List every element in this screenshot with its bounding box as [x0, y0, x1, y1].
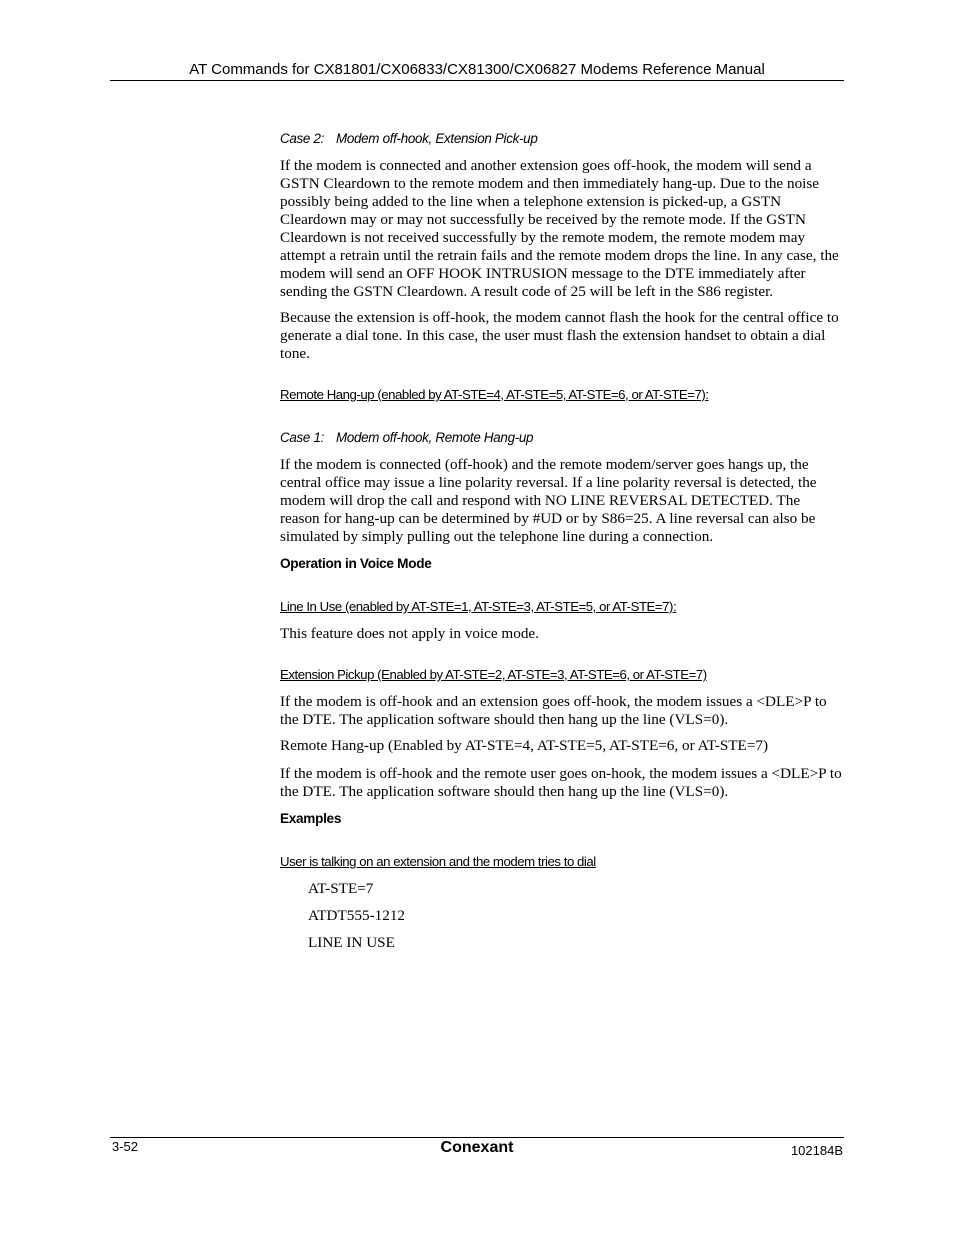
case-2-title: Modem off-hook, Extension Pick-up: [336, 131, 538, 146]
running-header-title: AT Commands for CX81801/CX06833/CX81300/CX06827 Modems Reference Manual: [189, 61, 765, 78]
example-command-line: ATDT555-1212: [308, 907, 406, 924]
examples-heading: Examples: [280, 811, 342, 826]
case-2-label: Case 2:: [280, 131, 325, 146]
extension-pickup-heading: Extension Pickup (Enabled by AT-STE=2, AT-STE=3, AT-STE=6, or AT-STE=7): [280, 667, 707, 682]
paragraph-extension-dle: If the modem is off-hook and an extension goes off-hook, the modem issues a <DLE>P to the DTE. The application software should then hang up the line (VLS=0).: [280, 693, 827, 728]
header-divider: [110, 80, 844, 81]
example-command-line: AT-STE=7: [308, 880, 374, 897]
company-name: Conexant: [440, 1139, 514, 1156]
case-1-heading: [280, 428, 842, 448]
paragraph-voice-mode-na: This feature does not apply in voice mode.: [280, 625, 539, 642]
example-response-line: LINE IN USE: [308, 934, 395, 951]
case-2-heading: [280, 129, 842, 149]
case-1-label: Case 1:: [280, 430, 325, 445]
document-number: 102184B: [790, 1143, 843, 1158]
case-1-title: Modem off-hook, Remote Hang-up: [336, 430, 534, 445]
voice-mode-heading: Operation in Voice Mode: [280, 556, 432, 571]
line-in-use-heading: Line In Use (enabled by AT-STE=1, AT-STE=3, AT-STE=5, or AT-STE=7):: [280, 599, 677, 614]
paragraph-remote-hangup-enabled: Remote Hang-up (Enabled by AT-STE=4, AT-STE=5, AT-STE=6, or AT-STE=7): [280, 737, 769, 754]
paragraph-line-reversal: If the modem is connected (off-hook) and the remote modem/server goes hangs up, the central office may issue a line polarity reversal. If a line polarity reversal is detected, the modem will drop the call and respond with NO LINE REVERSAL DETECTED. The reason for hang-up can be determined by #UD or by S86=25. A line reversal can also be simulated by simply pulling out the telephone line during a connection.: [280, 456, 817, 545]
paragraph-gstn-cleardown: If the modem is connected and another extension goes off-hook, the modem will send a GSTN Cleardown to the remote modem and then immediately hang-up. Due to the noise possibly being added to the line when a telephone extension is picked-up, a GSTN Cleardown may or may not successfully be received by the remote mode. If the GSTN Cleardown is not received successfully by the remote modem, the remote modem may attempt a retrain until the retrain fails and the remote modem drops the line. In any case, the modem will send an OFF HOOK INTRUSION message to the DTE immediately after sending the GSTN Cleardown. A result code of 25 will be left in the S86 register.: [280, 157, 839, 300]
paragraph-flash-hook: Because the extension is off-hook, the modem cannot flash the hook for the central office to generate a dial tone. In this case, the user must flash the extension handset to obtain a dial tone.: [280, 309, 839, 362]
page-body: [280, 129, 842, 961]
paragraph-remote-dle: If the modem is off-hook and the remote user goes on-hook, the modem issues a <DLE>P to the DTE. The application software should then hang up the line (VLS=0).: [280, 765, 842, 800]
example-sub-heading: User is talking on an extension and the modem tries to dial: [280, 854, 596, 869]
footer-divider: [110, 1137, 844, 1138]
remote-hangup-heading: Remote Hang-up (enabled by AT-STE=4, AT-STE=5, AT-STE=6, or AT-STE=7):: [280, 387, 709, 402]
page-number: 3-52: [112, 1139, 139, 1154]
